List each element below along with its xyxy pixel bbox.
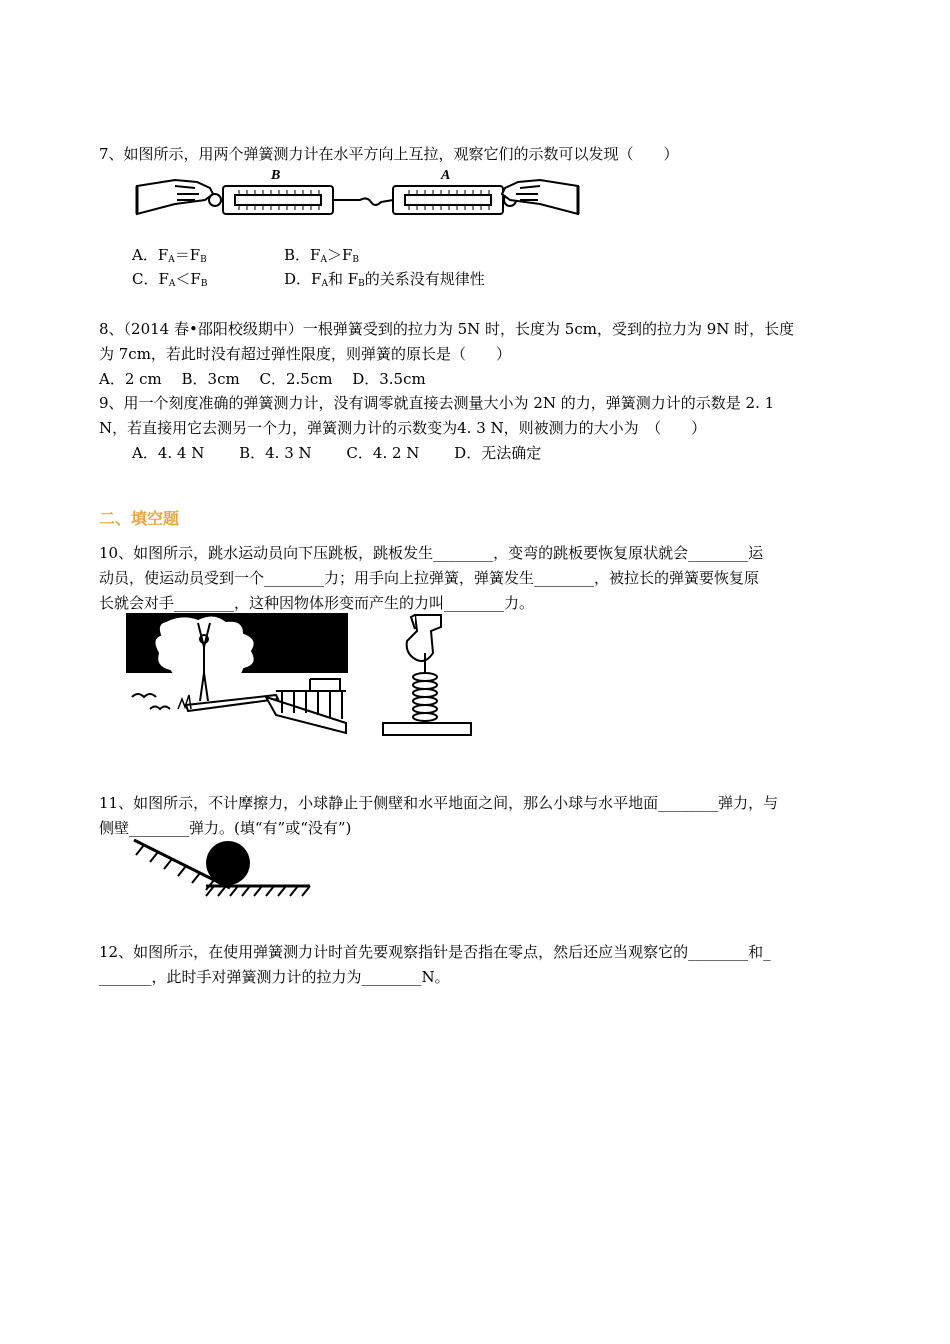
scale-a-icon	[393, 186, 503, 214]
q7-spring-scales-figure	[135, 166, 580, 218]
q10-line1: 10、如图所示，跳水运动员向下压跳板，跳板发生________，变弯的跳板要恢复原状就会________运	[99, 544, 764, 562]
left-hand-icon	[137, 180, 213, 214]
q9-line1: 9、用一个刻度准确的弹簧测力计，没有调零就直接去测量大小为 2N 的力，弹簧测力计的示数是 2. 1	[99, 394, 775, 412]
q12-line1: 12、如图所示，在使用弹簧测力计时首先要观察指针是否指在零点，然后还应当观察它的________和_	[99, 943, 771, 961]
q11-ball-wall-figure	[130, 836, 312, 900]
q12-line2: _______，此时手对弹簧测力计的拉力为________N。	[99, 968, 450, 986]
q8-line1: 8、（2014 春•邵阳校级期中）一根弹簧受到的拉力为 5N 时，长度为 5cm，受到的拉力为 9N 时，长度	[99, 320, 795, 338]
q7-stem: 7、如图所示，用两个弹簧测力计在水平方向上互拉，观察它们的示数可以发现（ ）	[99, 145, 679, 163]
base-plate	[383, 723, 471, 735]
scale-b-label: B	[271, 168, 281, 183]
q9-options[interactable]: A．4. 4 N B．4. 3 N C．4. 2 N D．无法确定	[132, 444, 542, 462]
q7-option-d[interactable]: D．$F_A$和 $F_B$的关系没有规律性	[284, 270, 485, 289]
q7-option-c[interactable]: C．$F_A<F_B$	[132, 270, 208, 289]
q10-diving-board-figure	[126, 613, 348, 741]
q8-line2: 为 7cm，若此时没有超过弹性限度，则弹簧的原长是（ ）	[99, 345, 511, 363]
scale-b-icon	[223, 186, 333, 214]
hook-connector	[333, 198, 393, 205]
scale-a-label: A	[441, 168, 451, 183]
q8-options[interactable]: A．2 cm B．3cm C．2.5cm D．3.5cm	[99, 370, 426, 388]
q10-line3: 长就会对手________，这种因物体形变而产生的力叫________力。	[99, 594, 535, 612]
q10-hand-spring-figure	[381, 613, 473, 739]
q7-option-a[interactable]: A．$F_A=F_B$	[132, 246, 207, 265]
right-hand-icon	[502, 180, 578, 214]
q7-option-b[interactable]: B．$F_A>F_B$	[284, 246, 359, 265]
q10-line2: 动员，使运动员受到一个________力；用手向上拉弹簧，弹簧发生________，被拉长的弹簧要恢复原	[99, 569, 760, 587]
q11-line2: 侧壁________弹力。(填“有”或“没有”)	[99, 819, 352, 837]
q11-line1: 11、如图所示，不计摩擦力，小球静止于侧壁和水平地面之间，那么小球与水平地面________弹力，与	[99, 794, 779, 812]
hand-icon	[407, 615, 441, 661]
q9-line2: N，若直接用它去测另一个力，弹簧测力计的示数变为4. 3 N，则被测力的大小为 （ ）	[99, 419, 707, 437]
section-heading-fill-in: 二、填空题	[99, 509, 180, 528]
spring-icon	[413, 673, 437, 721]
ball-icon	[206, 841, 250, 885]
